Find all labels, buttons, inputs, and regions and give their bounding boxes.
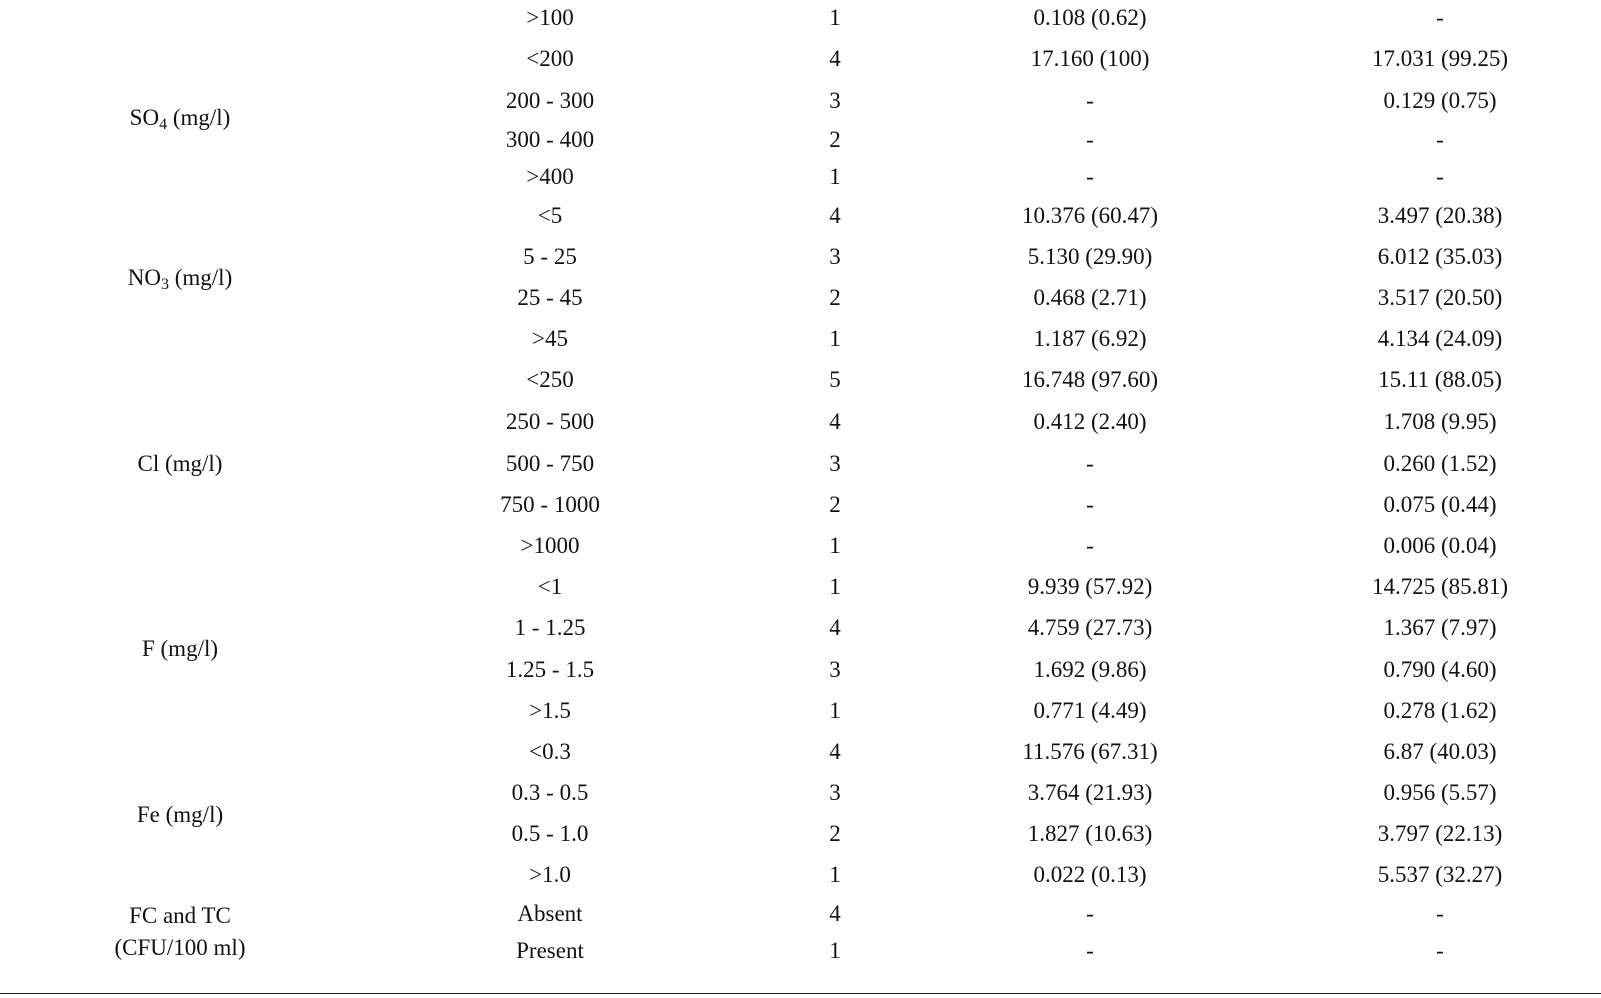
post-value-cell: 14.725 (85.81) xyxy=(1371,574,1509,599)
pre-value-cell: - xyxy=(1086,938,1094,963)
score-cell: 3 xyxy=(829,780,841,805)
table-row xyxy=(0,855,1601,895)
pre-value-cell: - xyxy=(1086,901,1094,926)
pre-value-cell: 1.692 (9.86) xyxy=(1033,657,1147,682)
parameter-subscript: 4 xyxy=(159,116,168,133)
table-row xyxy=(0,691,1601,731)
pre-value-cell: 1.827 (10.63) xyxy=(1027,821,1153,846)
table-row xyxy=(0,120,1601,160)
parameter-unit: (mg/l) xyxy=(167,105,231,130)
post-value-cell: 6.87 (40.03) xyxy=(1383,739,1497,764)
score-cell: 1 xyxy=(829,5,841,30)
pre-value-cell: 16.748 (97.60) xyxy=(1021,367,1159,392)
score-cell: 1 xyxy=(829,938,841,963)
post-value-cell: 3.797 (22.13) xyxy=(1377,821,1503,846)
range-cell: 500 - 750 xyxy=(505,451,595,476)
score-cell: 2 xyxy=(829,492,841,517)
table-row xyxy=(0,894,1601,934)
pre-value-cell: - xyxy=(1086,533,1094,558)
post-value-cell: 0.006 (0.04) xyxy=(1383,533,1497,558)
post-value-cell: - xyxy=(1436,938,1444,963)
range-cell: 1.25 - 1.5 xyxy=(505,657,595,682)
range-cell: 5 - 25 xyxy=(523,244,577,269)
range-cell: <200 xyxy=(526,46,574,71)
range-cell: 750 - 1000 xyxy=(500,492,600,517)
pre-value-cell: 0.108 (0.62) xyxy=(1033,5,1147,30)
table-row xyxy=(0,773,1601,813)
table-row xyxy=(0,608,1601,648)
table-bottom-rule xyxy=(0,993,1601,994)
range-cell: 25 - 45 xyxy=(517,285,583,310)
range-cell: 200 - 300 xyxy=(505,88,595,113)
score-cell: 1 xyxy=(829,698,841,723)
table-row xyxy=(0,319,1601,359)
range-cell: >45 xyxy=(532,326,568,351)
table-row xyxy=(0,567,1601,607)
score-cell: 4 xyxy=(829,203,841,228)
pre-value-cell: 0.771 (4.49) xyxy=(1033,698,1147,723)
score-cell: 2 xyxy=(829,127,841,152)
post-value-cell: 3.497 (20.38) xyxy=(1377,203,1503,228)
table-row xyxy=(0,931,1601,971)
range-cell: <250 xyxy=(526,367,574,392)
range-cell: 1 - 1.25 xyxy=(514,615,586,640)
pre-value-cell: 0.022 (0.13) xyxy=(1033,862,1147,887)
table-row xyxy=(0,444,1601,484)
score-cell: 4 xyxy=(829,739,841,764)
range-cell: >400 xyxy=(526,164,574,189)
post-value-cell: 1.367 (7.97) xyxy=(1383,615,1497,640)
score-cell: 1 xyxy=(829,862,841,887)
score-cell: 1 xyxy=(829,574,841,599)
table-row xyxy=(0,814,1601,854)
post-value-cell: 5.537 (32.27) xyxy=(1377,862,1503,887)
post-value-cell: 0.278 (1.62) xyxy=(1383,698,1497,723)
parameter-name: FC and TC xyxy=(129,903,231,928)
range-cell: 0.5 - 1.0 xyxy=(511,821,589,846)
score-cell: 3 xyxy=(829,657,841,682)
parameter-name: Fe (mg/l) xyxy=(136,802,224,827)
post-value-cell: 0.790 (4.60) xyxy=(1383,657,1497,682)
post-value-cell: - xyxy=(1436,127,1444,152)
parameter-name: Cl (mg/l) xyxy=(137,451,223,476)
table-row xyxy=(0,81,1601,121)
pre-value-cell: 5.130 (29.90) xyxy=(1027,244,1153,269)
score-cell: 1 xyxy=(829,533,841,558)
pre-value-cell: 0.412 (2.40) xyxy=(1033,409,1147,434)
parameter-unit: (CFU/100 ml) xyxy=(114,935,246,960)
table-row xyxy=(0,526,1601,566)
post-value-cell: 17.031 (99.25) xyxy=(1371,46,1509,71)
pre-value-cell: - xyxy=(1086,164,1094,189)
parameter-name: F (mg/l) xyxy=(141,636,219,661)
parameter-name: NO xyxy=(127,265,161,290)
range-cell: <5 xyxy=(537,203,563,228)
pre-value-cell: 11.576 (67.31) xyxy=(1022,739,1158,764)
post-value-cell: 0.260 (1.52) xyxy=(1383,451,1497,476)
post-value-cell: 6.012 (35.03) xyxy=(1377,244,1503,269)
post-value-cell: 0.075 (0.44) xyxy=(1383,492,1497,517)
table-row xyxy=(0,732,1601,772)
post-value-cell: 4.134 (24.09) xyxy=(1377,326,1503,351)
pre-value-cell: 10.376 (60.47) xyxy=(1021,203,1159,228)
pre-value-cell: 3.764 (21.93) xyxy=(1027,780,1153,805)
score-cell: 3 xyxy=(829,451,841,476)
post-value-cell: - xyxy=(1436,901,1444,926)
post-value-cell: 1.708 (9.95) xyxy=(1383,409,1497,434)
range-cell: 0.3 - 0.5 xyxy=(511,780,589,805)
score-cell: 4 xyxy=(829,46,841,71)
table-row xyxy=(0,157,1601,197)
pre-value-cell: - xyxy=(1086,492,1094,517)
pre-value-cell: 17.160 (100) xyxy=(1030,46,1150,71)
range-cell: >100 xyxy=(526,5,574,30)
table-row xyxy=(0,402,1601,442)
table-row xyxy=(0,485,1601,525)
pre-value-cell: 4.759 (27.73) xyxy=(1027,615,1153,640)
table-row xyxy=(0,196,1601,236)
range-cell: >1.0 xyxy=(529,862,571,887)
post-value-cell: - xyxy=(1436,5,1444,30)
table-row xyxy=(0,0,1601,38)
parameter-unit: (mg/l) xyxy=(168,265,233,290)
range-cell: <0.3 xyxy=(529,739,571,764)
range-cell: >1.5 xyxy=(529,698,571,723)
score-cell: 2 xyxy=(829,821,841,846)
range-cell: Present xyxy=(516,938,584,963)
table-row xyxy=(0,650,1601,690)
pre-value-cell: - xyxy=(1086,451,1094,476)
score-cell: 3 xyxy=(829,244,841,269)
range-cell: >1000 xyxy=(520,533,580,558)
table-row xyxy=(0,278,1601,318)
pre-value-cell: - xyxy=(1086,88,1094,113)
range-cell: 250 - 500 xyxy=(505,409,595,434)
range-cell: 300 - 400 xyxy=(505,127,595,152)
pre-value-cell: 1.187 (6.92) xyxy=(1033,326,1147,351)
pre-value-cell: 9.939 (57.92) xyxy=(1027,574,1153,599)
score-cell: 4 xyxy=(829,615,841,640)
table-row xyxy=(0,39,1601,79)
parameter-name: SO xyxy=(129,105,160,130)
pre-value-cell: - xyxy=(1086,127,1094,152)
score-cell: 4 xyxy=(829,409,841,434)
post-value-cell: 3.517 (20.50) xyxy=(1377,285,1503,310)
score-cell: 4 xyxy=(829,901,841,926)
score-cell: 3 xyxy=(829,88,841,113)
score-cell: 2 xyxy=(829,285,841,310)
post-value-cell: 15.11 (88.05) xyxy=(1378,367,1502,392)
post-value-cell: - xyxy=(1436,164,1444,189)
post-value-cell: 0.956 (5.57) xyxy=(1383,780,1497,805)
post-value-cell: 0.129 (0.75) xyxy=(1383,88,1497,113)
parameter-subscript: 3 xyxy=(160,276,169,293)
score-cell: 1 xyxy=(829,326,841,351)
score-cell: 1 xyxy=(829,164,841,189)
score-cell: 5 xyxy=(829,367,841,392)
table-row xyxy=(0,360,1601,400)
table-row xyxy=(0,237,1601,277)
range-cell: <1 xyxy=(537,574,563,599)
pre-value-cell: 0.468 (2.71) xyxy=(1033,285,1147,310)
range-cell: Absent xyxy=(517,901,583,926)
